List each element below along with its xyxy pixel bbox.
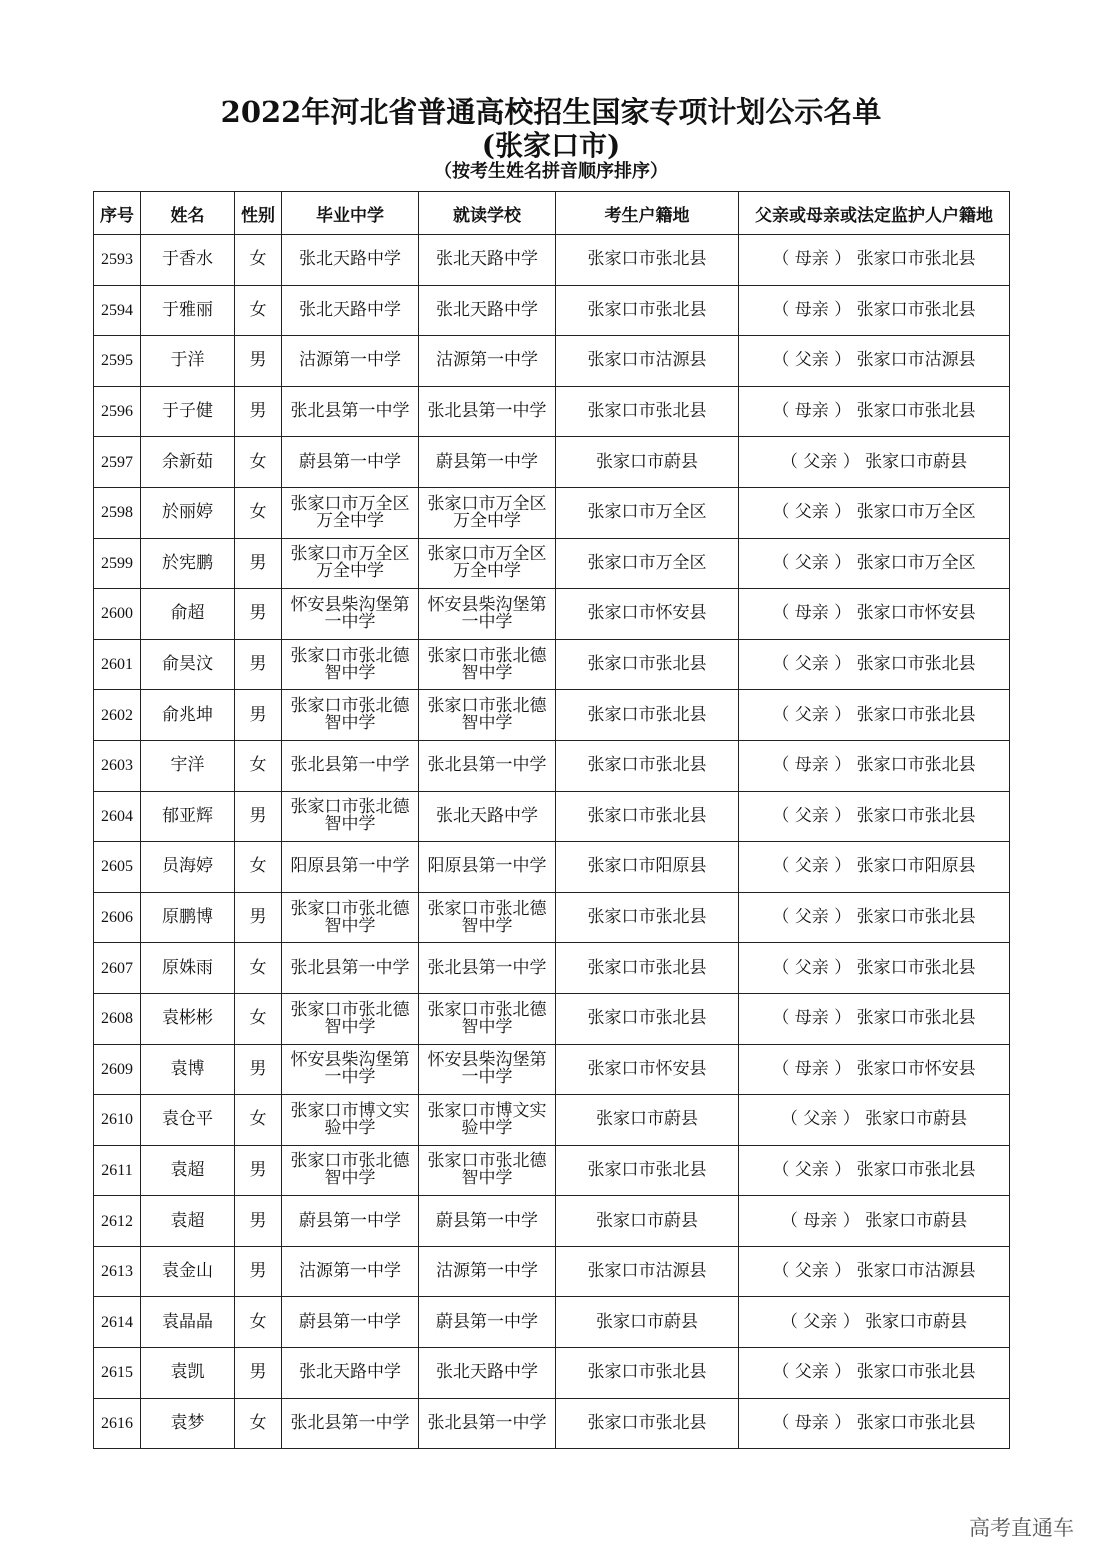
hukou-cell: 张家口市万全区 <box>556 487 739 538</box>
table-row <box>94 1145 1010 1196</box>
parent-hukou-cell: （ 父亲 ） 张家口市张北县 <box>739 690 1010 741</box>
table-row <box>94 285 1010 336</box>
seq-cell: 2616 <box>94 1398 141 1449</box>
gender-cell: 男 <box>235 892 282 943</box>
name-cell: 于洋 <box>141 336 235 387</box>
grad-school-cell <box>282 285 419 336</box>
seq-cell: 2607 <box>94 943 141 994</box>
parent-hukou-cell: （ 父亲 ） 张家口市沽源县 <box>739 1246 1010 1297</box>
current-school-cell <box>419 589 556 640</box>
gender-cell: 女 <box>235 993 282 1044</box>
gender-cell: 男 <box>235 589 282 640</box>
current-school-cell <box>419 386 556 437</box>
hukou-cell: 张家口市蔚县 <box>556 1196 739 1247</box>
school-text: 张北天路中学 <box>436 1362 538 1383</box>
school-text: 张家口市万全区万全中学 <box>290 544 410 582</box>
name-cell: 于香水 <box>141 235 235 286</box>
page-subtitle: (张家口市) <box>481 129 621 162</box>
current-school-cell <box>419 690 556 741</box>
grad-school-cell <box>282 386 419 437</box>
school-text: 张家口市万全区万全中学 <box>290 493 410 531</box>
grad-school-cell <box>282 487 419 538</box>
gender-cell: 女 <box>235 235 282 286</box>
grad-school-cell <box>282 1145 419 1196</box>
current-school-cell <box>419 1398 556 1449</box>
current-school-cell <box>419 437 556 488</box>
school-text: 张家口市张北德智中学 <box>427 645 547 683</box>
gender-cell: 女 <box>235 842 282 893</box>
grad-school-cell <box>282 1196 419 1247</box>
column-header-col-current-school: 就读学校 <box>419 192 556 235</box>
school-text: 张家口市张北德智中学 <box>290 999 410 1037</box>
grad-school-cell <box>282 235 419 286</box>
school-text: 张北县第一中学 <box>290 1412 410 1433</box>
name-cell: 袁仓平 <box>141 1095 235 1146</box>
hukou-cell: 张家口市沽源县 <box>556 1246 739 1297</box>
current-school-cell <box>419 1297 556 1348</box>
gender-cell: 女 <box>235 740 282 791</box>
current-school-cell <box>419 1145 556 1196</box>
grad-school-cell <box>282 943 419 994</box>
column-header-col-grad-school: 毕业中学 <box>282 192 419 235</box>
hukou-cell: 张家口市张北县 <box>556 285 739 336</box>
name-cell: 袁梦 <box>141 1398 235 1449</box>
school-text: 张家口市张北德智中学 <box>290 696 410 734</box>
school-text: 张家口市张北德智中学 <box>427 1151 547 1189</box>
school-text: 怀安县柴沟堡第一中学 <box>290 1050 410 1088</box>
seq-cell: 2599 <box>94 538 141 589</box>
parent-hukou-cell: （ 母亲 ） 张家口市张北县 <box>739 235 1010 286</box>
school-text: 蔚县第一中学 <box>299 1210 401 1231</box>
parent-hukou-cell: （ 母亲 ） 张家口市张北县 <box>739 740 1010 791</box>
name-cell: 袁超 <box>141 1196 235 1247</box>
parent-hukou-cell: （ 父亲 ） 张家口市沽源县 <box>739 336 1010 387</box>
grad-school-cell <box>282 791 419 842</box>
watermark-text: 高考直通车 <box>969 1516 1074 1540</box>
name-cell: 于雅丽 <box>141 285 235 336</box>
gender-cell: 男 <box>235 639 282 690</box>
table-row <box>94 386 1010 437</box>
current-school-cell <box>419 538 556 589</box>
name-cell: 於丽婷 <box>141 487 235 538</box>
table-body <box>94 235 1010 1449</box>
hukou-cell: 张家口市张北县 <box>556 943 739 994</box>
name-cell: 俞超 <box>141 589 235 640</box>
seq-cell: 2606 <box>94 892 141 943</box>
table-row <box>94 639 1010 690</box>
current-school-cell <box>419 1246 556 1297</box>
school-text: 怀安县柴沟堡第一中学 <box>427 594 547 632</box>
hukou-cell: 张家口市怀安县 <box>556 1044 739 1095</box>
table-row <box>94 487 1010 538</box>
current-school-cell <box>419 1044 556 1095</box>
parent-hukou-cell: （ 母亲 ） 张家口市张北县 <box>739 1398 1010 1449</box>
name-cell: 袁金山 <box>141 1246 235 1297</box>
parent-hukou-cell: （ 父亲 ） 张家口市蔚县 <box>739 437 1010 488</box>
parent-hukou-cell: （ 父亲 ） 张家口市张北县 <box>739 892 1010 943</box>
current-school-cell <box>419 842 556 893</box>
seq-cell: 2603 <box>94 740 141 791</box>
hukou-cell: 张家口市蔚县 <box>556 1095 739 1146</box>
current-school-cell <box>419 1095 556 1146</box>
school-text: 张北县第一中学 <box>427 755 547 776</box>
gender-cell: 女 <box>235 1095 282 1146</box>
school-text: 张北县第一中学 <box>427 401 547 422</box>
school-text: 张家口市博文实验中学 <box>427 1100 547 1138</box>
column-header-col-name: 姓名 <box>141 192 235 235</box>
name-cell: 俞昊汶 <box>141 639 235 690</box>
table-header-row <box>94 192 1010 235</box>
name-cell: 袁彬彬 <box>141 993 235 1044</box>
school-text: 张家口市张北德智中学 <box>290 1151 410 1189</box>
parent-hukou-cell: （ 母亲 ） 张家口市蔚县 <box>739 1196 1010 1247</box>
name-cell: 袁凯 <box>141 1348 235 1399</box>
parent-hukou-cell: （ 母亲 ） 张家口市怀安县 <box>739 589 1010 640</box>
hukou-cell: 张家口市张北县 <box>556 1398 739 1449</box>
grad-school-cell <box>282 690 419 741</box>
grad-school-cell <box>282 1044 419 1095</box>
name-cell: 袁超 <box>141 1145 235 1196</box>
hukou-cell: 张家口市张北县 <box>556 791 739 842</box>
seq-cell: 2605 <box>94 842 141 893</box>
current-school-cell <box>419 285 556 336</box>
gender-cell: 女 <box>235 943 282 994</box>
grad-school-cell <box>282 842 419 893</box>
hukou-cell: 张家口市张北县 <box>556 235 739 286</box>
seq-cell: 2597 <box>94 437 141 488</box>
current-school-cell <box>419 336 556 387</box>
current-school-cell <box>419 943 556 994</box>
current-school-cell <box>419 639 556 690</box>
table-row <box>94 235 1010 286</box>
seq-cell: 2611 <box>94 1145 141 1196</box>
current-school-cell <box>419 740 556 791</box>
school-text: 沽源第一中学 <box>436 1261 538 1282</box>
name-cell: 原姝雨 <box>141 943 235 994</box>
school-text: 蔚县第一中学 <box>299 1311 401 1332</box>
school-text: 怀安县柴沟堡第一中学 <box>290 594 410 632</box>
hukou-cell: 张家口市张北县 <box>556 386 739 437</box>
seq-cell: 2613 <box>94 1246 141 1297</box>
hukou-cell: 张家口市张北县 <box>556 1145 739 1196</box>
table-row <box>94 690 1010 741</box>
gender-cell: 男 <box>235 1246 282 1297</box>
parent-hukou-cell: （ 父亲 ） 张家口市张北县 <box>739 1145 1010 1196</box>
seq-cell: 2614 <box>94 1297 141 1348</box>
school-text: 张家口市张北德智中学 <box>290 898 410 936</box>
seq-cell: 2612 <box>94 1196 141 1247</box>
gender-cell: 女 <box>235 1398 282 1449</box>
school-text: 张家口市张北德智中学 <box>427 696 547 734</box>
grad-school-cell <box>282 740 419 791</box>
school-text: 张家口市张北德智中学 <box>427 898 547 936</box>
table-row <box>94 1297 1010 1348</box>
grad-school-cell <box>282 336 419 387</box>
table-row <box>94 437 1010 488</box>
gender-cell: 男 <box>235 690 282 741</box>
gender-cell: 女 <box>235 1297 282 1348</box>
school-text: 张家口市张北德智中学 <box>290 645 410 683</box>
name-cell: 郁亚辉 <box>141 791 235 842</box>
parent-hukou-cell: （ 母亲 ） 张家口市怀安县 <box>739 1044 1010 1095</box>
parent-hukou-cell: （ 父亲 ） 张家口市张北县 <box>739 1348 1010 1399</box>
parent-hukou-cell: （ 父亲 ） 张家口市蔚县 <box>739 1297 1010 1348</box>
school-text: 阳原县第一中学 <box>427 856 547 877</box>
school-text: 张北天路中学 <box>299 1362 401 1383</box>
column-header-col-seq: 序号 <box>94 192 141 235</box>
seq-cell: 2604 <box>94 791 141 842</box>
school-text: 张北天路中学 <box>299 299 401 320</box>
hukou-cell: 张家口市蔚县 <box>556 437 739 488</box>
table-row <box>94 1348 1010 1399</box>
seq-cell: 2610 <box>94 1095 141 1146</box>
table-row <box>94 791 1010 842</box>
parent-hukou-cell: （ 父亲 ） 张家口市蔚县 <box>739 1095 1010 1146</box>
hukou-cell: 张家口市万全区 <box>556 538 739 589</box>
gender-cell: 男 <box>235 1348 282 1399</box>
hukou-cell: 张家口市张北县 <box>556 993 739 1044</box>
hukou-cell: 张家口市张北县 <box>556 639 739 690</box>
school-text: 张北县第一中学 <box>290 957 410 978</box>
school-text: 蔚县第一中学 <box>299 451 401 472</box>
grad-school-cell <box>282 1348 419 1399</box>
gender-cell: 男 <box>235 1196 282 1247</box>
gender-cell: 男 <box>235 538 282 589</box>
seq-cell: 2602 <box>94 690 141 741</box>
current-school-cell <box>419 235 556 286</box>
seq-cell: 2598 <box>94 487 141 538</box>
name-cell: 员海婷 <box>141 842 235 893</box>
school-text: 张北天路中学 <box>299 249 401 270</box>
grad-school-cell <box>282 1297 419 1348</box>
table-row <box>94 1398 1010 1449</box>
gender-cell: 男 <box>235 791 282 842</box>
grad-school-cell <box>282 437 419 488</box>
parent-hukou-cell: （ 母亲 ） 张家口市张北县 <box>739 285 1010 336</box>
gender-cell: 男 <box>235 1044 282 1095</box>
school-text: 沽源第一中学 <box>299 350 401 371</box>
gender-cell: 男 <box>235 386 282 437</box>
school-text: 蔚县第一中学 <box>436 1311 538 1332</box>
grad-school-cell <box>282 589 419 640</box>
name-cell: 原鹏博 <box>141 892 235 943</box>
hukou-cell: 张家口市张北县 <box>556 690 739 741</box>
school-text: 张北县第一中学 <box>290 401 410 422</box>
seq-cell: 2600 <box>94 589 141 640</box>
gender-cell: 男 <box>235 1145 282 1196</box>
table-row <box>94 892 1010 943</box>
school-text: 沽源第一中学 <box>436 350 538 371</box>
hukou-cell: 张家口市阳原县 <box>556 842 739 893</box>
column-header-col-gender: 性别 <box>235 192 282 235</box>
name-cell: 于子健 <box>141 386 235 437</box>
parent-hukou-cell: （ 父亲 ） 张家口市万全区 <box>739 487 1010 538</box>
sort-note: （按考生姓名拼音顺序排序） <box>434 161 668 182</box>
hukou-cell: 张家口市沽源县 <box>556 336 739 387</box>
school-text: 张北天路中学 <box>436 299 538 320</box>
name-cell: 袁晶晶 <box>141 1297 235 1348</box>
school-text: 张北天路中学 <box>436 249 538 270</box>
current-school-cell <box>419 487 556 538</box>
seq-cell: 2595 <box>94 336 141 387</box>
table-row <box>94 1044 1010 1095</box>
school-text: 张家口市万全区万全中学 <box>427 544 547 582</box>
grad-school-cell <box>282 1398 419 1449</box>
name-cell: 於宪鹏 <box>141 538 235 589</box>
table-row <box>94 589 1010 640</box>
grad-school-cell <box>282 1246 419 1297</box>
table-row <box>94 1095 1010 1146</box>
gender-cell: 男 <box>235 336 282 387</box>
school-text: 张家口市张北德智中学 <box>427 999 547 1037</box>
parent-hukou-cell: （ 母亲 ） 张家口市张北县 <box>739 386 1010 437</box>
school-text: 阳原县第一中学 <box>290 856 410 877</box>
school-text: 张家口市博文实验中学 <box>290 1100 410 1138</box>
name-cell: 宇洋 <box>141 740 235 791</box>
name-cell: 俞兆坤 <box>141 690 235 741</box>
gender-cell: 女 <box>235 487 282 538</box>
parent-hukou-cell: （ 父亲 ） 张家口市张北县 <box>739 943 1010 994</box>
page-title: 2022年河北省普通高校招生国家专项计划公示名单 <box>220 95 882 129</box>
table-row <box>94 993 1010 1044</box>
school-text: 沽源第一中学 <box>299 1261 401 1282</box>
seq-cell: 2609 <box>94 1044 141 1095</box>
table-row <box>94 943 1010 994</box>
hukou-cell: 张家口市张北县 <box>556 740 739 791</box>
grad-school-cell <box>282 1095 419 1146</box>
name-cell: 余新茹 <box>141 437 235 488</box>
table-row <box>94 1196 1010 1247</box>
grad-school-cell <box>282 639 419 690</box>
hukou-cell: 张家口市怀安县 <box>556 589 739 640</box>
hukou-cell: 张家口市张北县 <box>556 892 739 943</box>
parent-hukou-cell: （ 母亲 ） 张家口市张北县 <box>739 993 1010 1044</box>
current-school-cell <box>419 1196 556 1247</box>
table-row <box>94 538 1010 589</box>
seq-cell: 2593 <box>94 235 141 286</box>
school-text: 张北县第一中学 <box>427 957 547 978</box>
current-school-cell <box>419 892 556 943</box>
seq-cell: 2608 <box>94 993 141 1044</box>
parent-hukou-cell: （ 父亲 ） 张家口市张北县 <box>739 639 1010 690</box>
grad-school-cell <box>282 993 419 1044</box>
roster-table <box>93 191 1010 1449</box>
seq-cell: 2615 <box>94 1348 141 1399</box>
school-text: 怀安县柴沟堡第一中学 <box>427 1050 547 1088</box>
name-cell: 袁博 <box>141 1044 235 1095</box>
table-row <box>94 1246 1010 1297</box>
school-text: 张北天路中学 <box>436 805 538 826</box>
seq-cell: 2594 <box>94 285 141 336</box>
table-row <box>94 740 1010 791</box>
school-text: 张家口市万全区万全中学 <box>427 493 547 531</box>
hukou-cell: 张家口市蔚县 <box>556 1297 739 1348</box>
school-text: 蔚县第一中学 <box>436 1210 538 1231</box>
column-header-col-parent-hukou: 父亲或母亲或法定监护人户籍地 <box>739 192 1010 235</box>
hukou-cell: 张家口市张北县 <box>556 1348 739 1399</box>
parent-hukou-cell: （ 父亲 ） 张家口市万全区 <box>739 538 1010 589</box>
gender-cell: 女 <box>235 285 282 336</box>
school-text: 张北县第一中学 <box>427 1412 547 1433</box>
parent-hukou-cell: （ 父亲 ） 张家口市阳原县 <box>739 842 1010 893</box>
grad-school-cell <box>282 892 419 943</box>
seq-cell: 2596 <box>94 386 141 437</box>
grad-school-cell <box>282 538 419 589</box>
school-text: 蔚县第一中学 <box>436 451 538 472</box>
table-row <box>94 842 1010 893</box>
school-text: 张家口市张北德智中学 <box>290 797 410 835</box>
current-school-cell <box>419 1348 556 1399</box>
school-text: 张北县第一中学 <box>290 755 410 776</box>
parent-hukou-cell: （ 父亲 ） 张家口市张北县 <box>739 791 1010 842</box>
seq-cell: 2601 <box>94 639 141 690</box>
gender-cell: 女 <box>235 437 282 488</box>
current-school-cell <box>419 993 556 1044</box>
table-row <box>94 336 1010 387</box>
current-school-cell <box>419 791 556 842</box>
column-header-col-hukou: 考生户籍地 <box>556 192 739 235</box>
